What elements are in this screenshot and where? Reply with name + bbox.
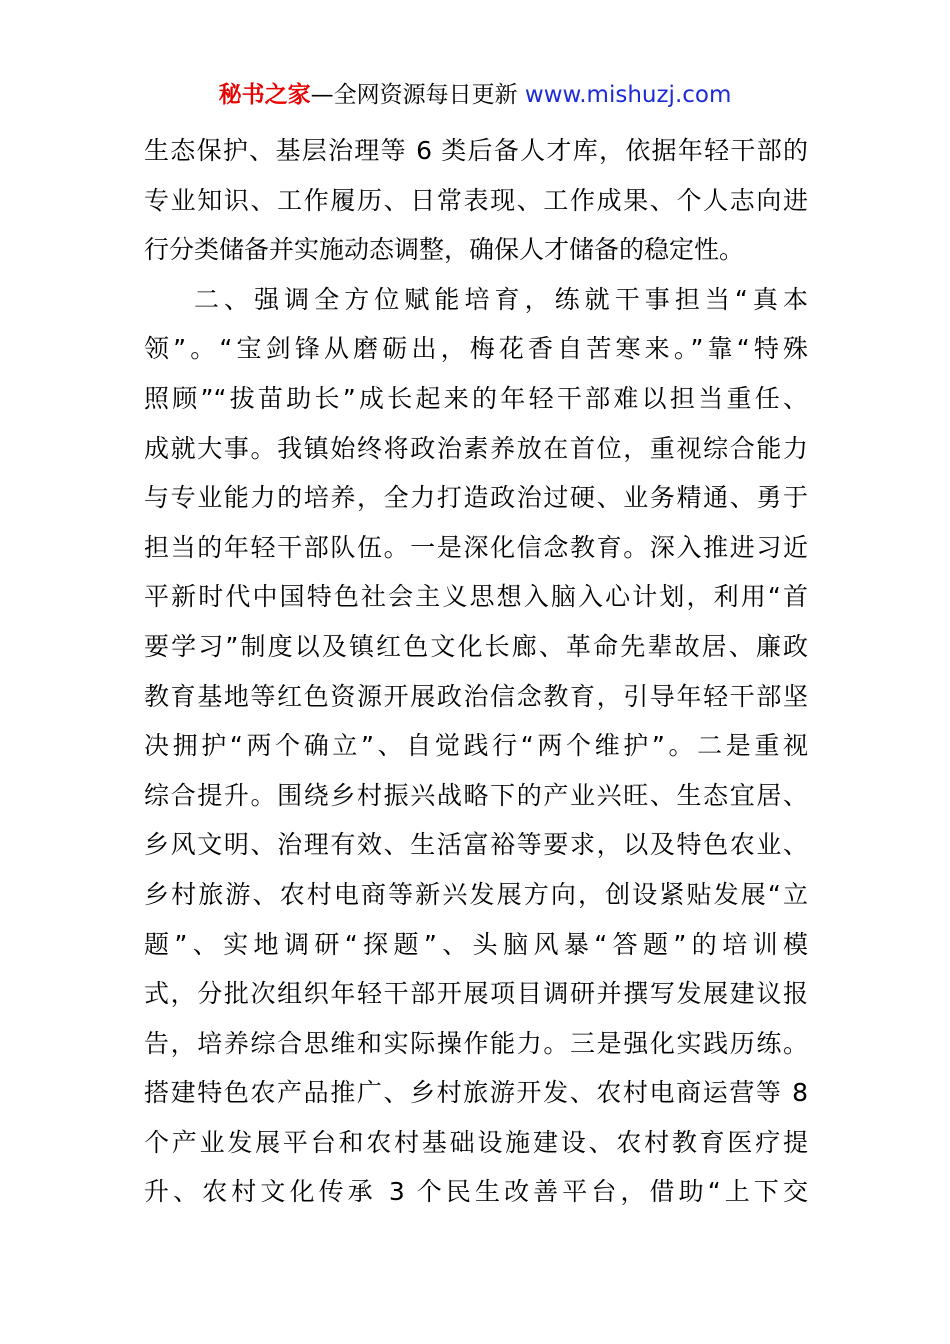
text-line: 照顾”“拔苗助长”成长起来的年轻干部难以担当重任、 — [144, 383, 808, 413]
text-line: 平新时代中国特色社会主义思想入脑入心计划，利用“首 — [144, 582, 808, 612]
text-line: 领”。“宝剑锋从磨砺出，梅花香自苦寒来。”靠“特殊 — [144, 334, 808, 364]
site-url-link[interactable]: www.mishuzj.com — [524, 82, 732, 108]
site-header — [0, 78, 950, 112]
body-text — [144, 126, 808, 1217]
text-line: 题”、实地调研“探题”、头脑风暴“答题”的培训模 — [144, 929, 808, 959]
text-line: 专业知识、工作履历、日常表现、工作成果、个人志向进 — [144, 185, 808, 215]
text-line: 决拥护“两个确立”、自觉践行“两个维护”。二是重视 — [144, 731, 808, 761]
text-line: 个产业发展平台和农村基础设施建设、农村教育医疗提 — [144, 1127, 808, 1157]
text-line: 与专业能力的培养，全力打造政治过硬、业务精通、勇于 — [144, 483, 808, 513]
text-line: 教育基地等红色资源开展政治信念教育，引导年轻干部坚 — [144, 681, 808, 711]
text-line: 搭建特色农产品推广、乡村旅游开发、农村电商运营等 8 — [144, 1078, 808, 1108]
text-line: 成就大事。我镇始终将政治素养放在首位，重视综合能力 — [144, 433, 808, 463]
text-line: 式，分批次组织年轻干部开展项目调研并撰写发展建议报 — [144, 979, 808, 1009]
text-line: 要学习”制度以及镇红色文化长廊、革命先辈故居、廉政 — [144, 631, 808, 661]
site-tagline: —全网资源每日更新 — [310, 82, 525, 108]
text-line: 行分类储备并实施动态调整，确保人才储备的稳定性。 — [144, 235, 745, 265]
text-line: 乡风文明、治理有效、生活富裕等要求，以及特色农业、 — [144, 830, 808, 860]
text-line: 乡村旅游、农村电商等新兴发展方向，创设紧贴发展“立 — [144, 879, 808, 909]
text-line: 升、农村文化传承 3 个民生改善平台，借助“上下交 — [144, 1177, 808, 1207]
text-line: 担当的年轻干部队伍。一是深化信念教育。深入推进习近 — [144, 532, 808, 562]
site-brand: 秘书之家 — [218, 82, 311, 108]
text-line: 告，培养综合思维和实际操作能力。三是强化实践历练。 — [144, 1028, 808, 1058]
text-line: 生态保护、基层治理等 6 类后备人才库，依据年轻干部的 — [144, 136, 808, 165]
text-line: 综合提升。围绕乡村振兴战略下的产业兴旺、生态宜居、 — [144, 780, 808, 810]
section-heading-line: 二、强调全方位赋能培育，练就干事担当“真本 — [194, 284, 808, 314]
